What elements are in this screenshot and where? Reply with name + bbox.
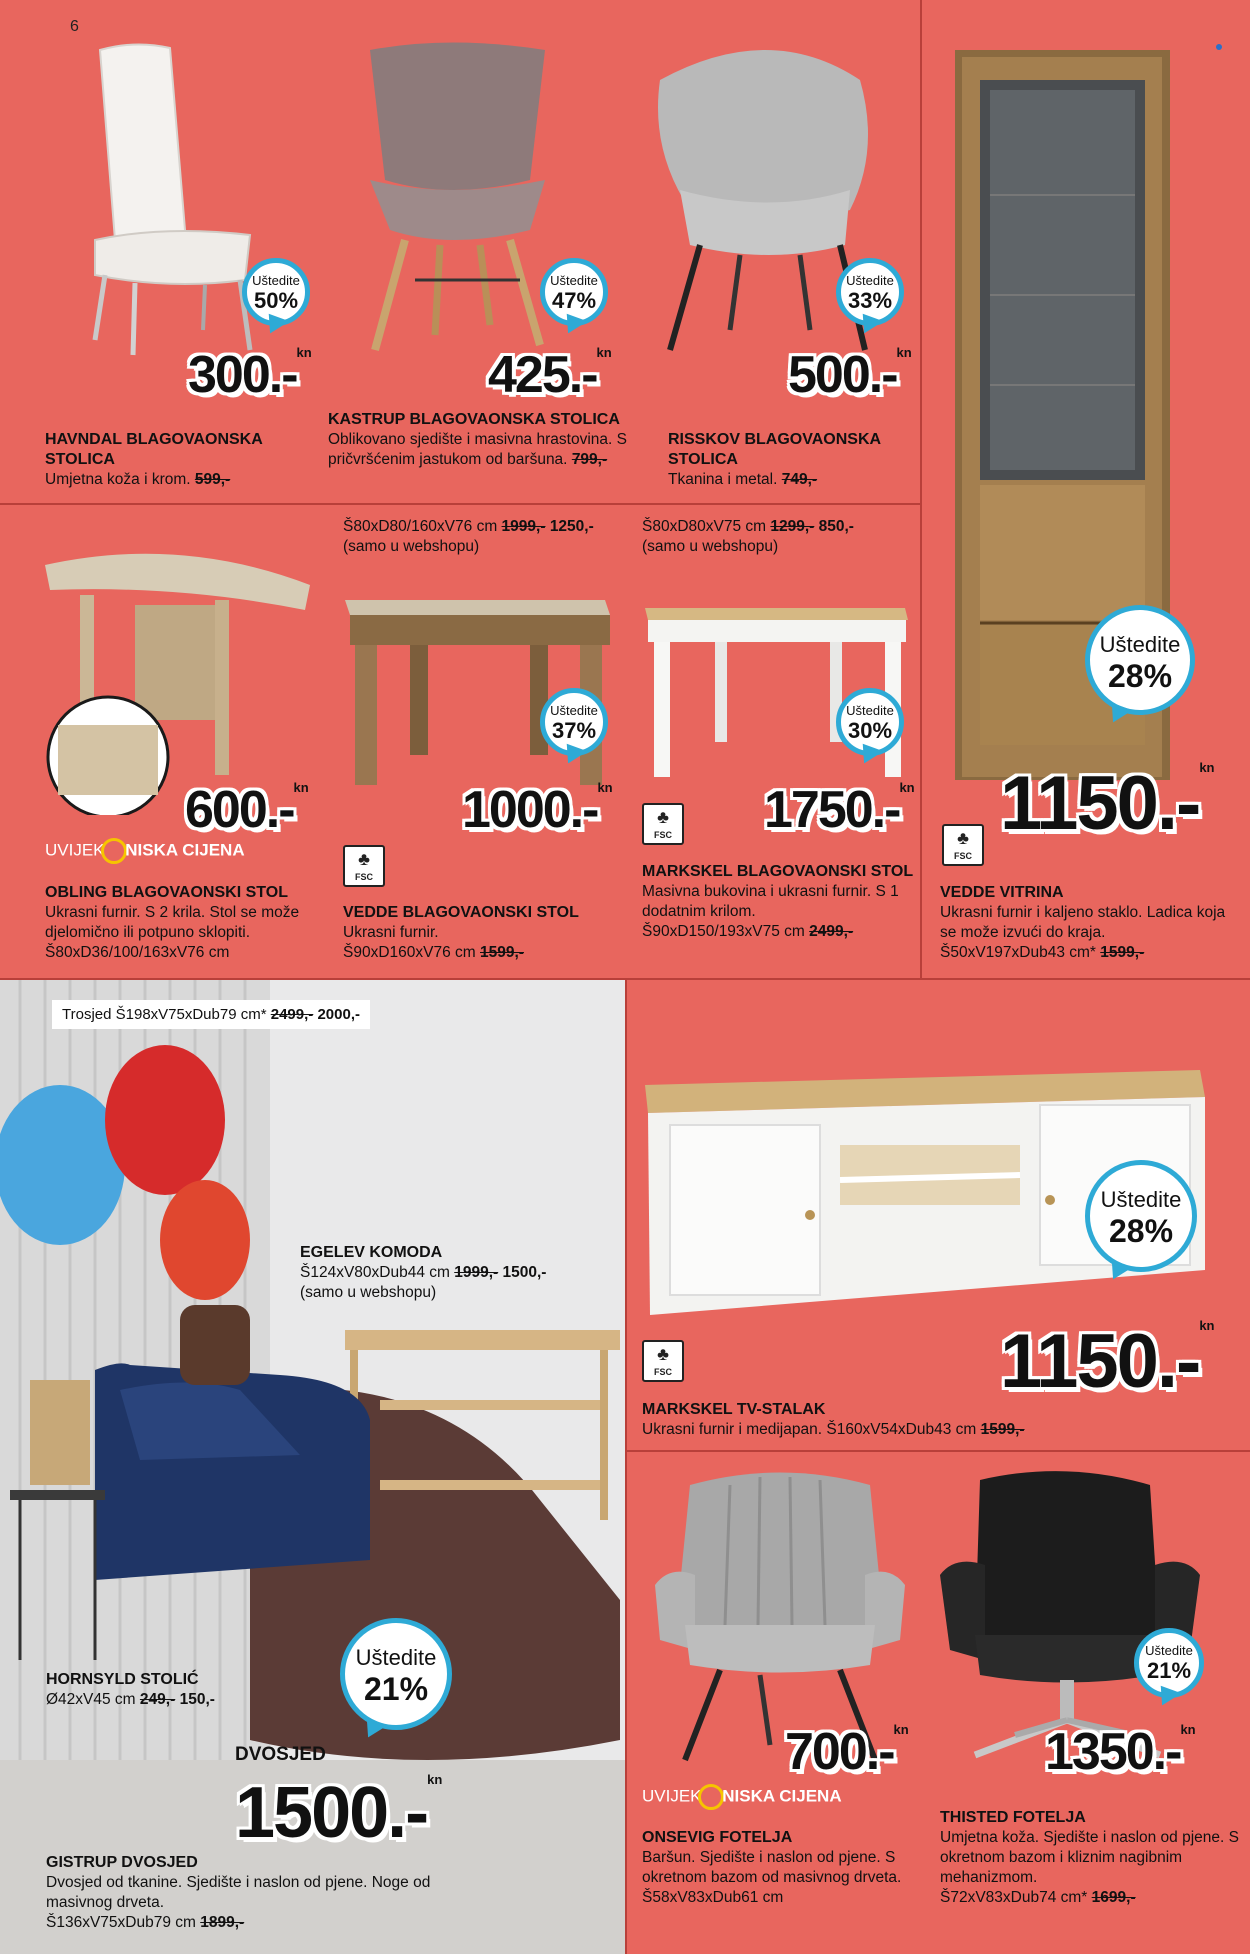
product-title: EGELEV KOMODA — [300, 1244, 443, 1261]
product-title: VEDDE BLAGOVAONSKI STOL — [343, 904, 579, 921]
product-info: OBLING BLAGOVAONSKI STOL Ukrasni furnir. S 2 krila. Stol se može djelomično ili potpuno sklopiti. Š80xD36/100/163xV76 cm — [45, 883, 315, 963]
divider — [0, 503, 920, 505]
product-info: RISSKOV BLAGOVAONSKA STOLICA Tkanina i metal. 749,- — [668, 430, 908, 490]
savings-badge: Uštedite 37% — [540, 688, 608, 756]
niska-cijena-badge: UVIJEK NISKA CIJENA — [642, 1784, 842, 1810]
savings-badge: Uštedite 21% — [1134, 1628, 1204, 1698]
savings-badge: Uštedite 30% — [836, 688, 904, 756]
product-title: OBLING BLAGOVAONSKI STOL — [45, 884, 288, 901]
price: 1350.-$^{kn}$ — [1045, 1722, 1196, 1781]
price: 1000.-$^{kn}$ — [462, 780, 613, 839]
price: 1150.-$^{kn}$ — [1000, 760, 1215, 846]
variant-info: Š80xD80xV75 cm 1299,- 850,- (samo u webshopu) — [642, 518, 854, 555]
product-title: GISTRUP DVOSJED — [46, 1854, 198, 1871]
product-title: MARKSKEL BLAGOVAONSKI STOL — [642, 863, 914, 880]
havndal-chair-image — [75, 40, 265, 360]
product-info: HAVNDAL BLAGOVAONSKA STOLICA Umjetna koža i krom. 599,- — [45, 430, 285, 490]
savings-badge: Uštedite 28% — [1085, 1160, 1197, 1272]
product-info: KASTRUP BLAGOVAONSKA STOLICA Oblikovano sjedište i masivna hrastovina. S pričvršćenim jastukom od baršuna. 799,- — [328, 411, 627, 468]
price: 700.-$^{kn}$ — [785, 1722, 909, 1781]
page-number: 6 — [70, 18, 79, 35]
product-info: HORNSYLD STOLIĆ Ø42xV45 cm 249,- 150,- — [46, 1670, 296, 1710]
product-info: GISTRUP DVOSJED Dvosjed od tkanine. Sjedište i naslon od pjene. Noge od masivnog drveta. Š136xV75xDub79 cm 1899,- — [46, 1853, 446, 1933]
price: 600.-$^{kn}$ — [185, 780, 309, 839]
divider — [625, 1450, 1250, 1452]
thisted-armchair-image — [935, 1465, 1205, 1765]
savings-badge: Uštedite 50% — [242, 258, 310, 326]
price: 500.-$^{kn}$ — [788, 345, 912, 404]
brand-dot-icon — [1215, 38, 1223, 46]
product-title: MARKSKEL TV-STALAK — [642, 1401, 826, 1418]
product-title: THISTED FOTELJA — [940, 1809, 1086, 1826]
product-info: VEDDE BLAGOVAONSKI STOL Ukrasni furnir. Š90xD160xV76 cm 1599,- — [343, 903, 623, 963]
product-title: VEDDE VITRINA — [940, 884, 1064, 901]
variant-info: Š80xD80/160xV76 cm 1999,- 1250,- (samo u webshopu) — [343, 518, 594, 555]
fsc-logo-icon: ♣ FSC — [642, 1340, 684, 1382]
savings-badge: Uštedite 33% — [836, 258, 904, 326]
product-title: HAVNDAL BLAGOVAONSKA STOLICA — [45, 431, 263, 468]
fsc-logo-icon: ♣ FSC — [942, 824, 984, 866]
price: 425.-$^{kn}$ — [488, 345, 612, 404]
price: 1500.-$^{kn}$ — [235, 1772, 443, 1853]
obling-table-image — [40, 545, 315, 815]
product-title: ONSEVIG FOTELJA — [642, 1829, 793, 1846]
product-info: ONSEVIG FOTELJA Baršun. Sjedište i naslon od pjene. S okretnom bazom od masivnog drveta. Š58xV83xDub61 cm — [642, 1828, 912, 1908]
trosjed-label: Trosjed Š198xV75xDub79 cm* 2499,- 2000,- — [52, 1000, 370, 1029]
niska-cijena-badge: UVIJEK NISKA CIJENA — [45, 838, 245, 864]
product-info: MARKSKEL BLAGOVAONSKI STOL Masivna bukovina i ukrasni furnir. S 1 dodatnim krilom. Š90xD150/193xV75 cm 2499,- — [642, 862, 917, 942]
price: 1150.-$^{kn}$ — [1000, 1318, 1215, 1404]
divider — [920, 0, 922, 978]
product-info: EGELEV KOMODA Š124xV80xDub44 cm 1999,- 1500,- (samo u webshopu) — [300, 1243, 580, 1303]
savings-badge: Uštedite 47% — [540, 258, 608, 326]
kastrup-chair-image — [330, 40, 570, 360]
savings-badge: Uštedite 21% — [340, 1618, 452, 1730]
product-title: RISSKOV BLAGOVAONSKA STOLICA — [668, 431, 881, 468]
divider — [625, 978, 627, 1954]
fsc-logo-icon: ♣ FSC — [642, 803, 684, 845]
dvosjed-label: DVOSJED — [235, 1744, 326, 1765]
price: 1750.-$^{kn}$ — [764, 780, 915, 839]
price: 300.-$^{kn}$ — [188, 345, 312, 404]
product-title: HORNSYLD STOLIĆ — [46, 1671, 199, 1688]
onsevig-armchair-image — [650, 1465, 910, 1765]
fsc-logo-icon: ♣ FSC — [343, 845, 385, 887]
product-info: MARKSKEL TV-STALAK Ukrasni furnir i medijapan. Š160xV54xDub43 cm 1599,- — [642, 1400, 1242, 1440]
product-info: VEDDE VITRINA Ukrasni furnir i kaljeno staklo. Ladica koja se može izvući do kraja. Š50xV197xDub43 cm* 1599,- — [940, 883, 1245, 963]
product-info: THISTED FOTELJA Umjetna koža. Sjedište i naslon od pjene. S okretnom bazom i kliznim nagibnim mehanizmom. Š72xV83xDub74 cm* 1699,- — [940, 1809, 1239, 1906]
savings-badge: Uštedite 28% — [1085, 605, 1195, 715]
product-title: KASTRUP BLAGOVAONSKA STOLICA — [328, 411, 620, 428]
